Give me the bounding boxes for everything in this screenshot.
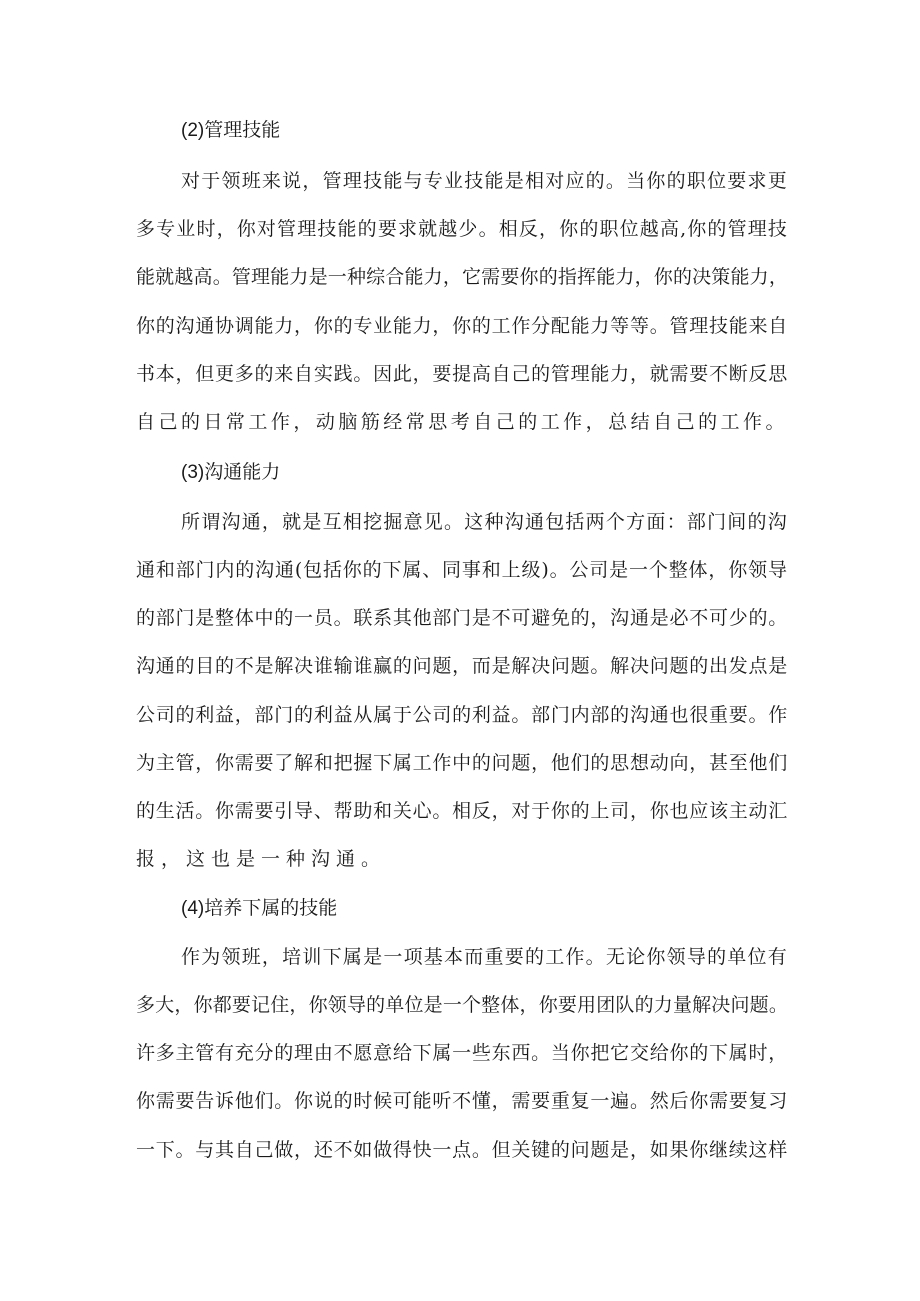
paragraph-line: 对于领班来说，管理技能与专业技能是相对应的。当你的职位要求更 [181, 170, 789, 192]
paragraph-line: 的部门是整体中的一员。联系其他部门是不可避免的，沟通是必不可少的。 [136, 607, 789, 629]
paragraph-line: 所谓沟通，就是互相挖掘意见。这种沟通包括两个方面：部门间的沟 [181, 511, 789, 533]
paragraph-line: 书本，但更多的来自实践。因此，要提高自己的管理能力，就需要不断反思 [136, 363, 789, 385]
paragraph-line: 能就越高。管理能力是一种综合能力，它需要你的指挥能力，你的决策能力， [136, 266, 789, 288]
paragraph-line: 多大，你都要记住，你领导的单位是一个整体，你要用团队的力量解决问题。 [136, 994, 789, 1016]
paragraph-line: 为主管，你需要了解和把握下属工作中的问题，他们的思想动向，甚至他们 [136, 752, 789, 774]
paragraph-line: 你的沟通协调能力，你的专业能力，你的工作分配能力等等。管理技能来自 [136, 315, 789, 337]
paragraph-line: 作为领班，培训下属是一项基本而重要的工作。无论你领导的单位有 [181, 946, 789, 968]
paragraph-line: 通和部门内的沟通(包括你的下属、同事和上级)。公司是一个整体，你领导 [136, 559, 788, 581]
paragraph-line: 你需要告诉他们。你说的时候可能听不懂，需要重复一遍。然后你需要复习 [136, 1090, 789, 1112]
paragraph-line: 沟通的目的不是解决谁输谁赢的问题，而是解决问题。解决问题的出发点是 [136, 655, 789, 677]
paragraph-line: 一下。与其自己做，还不如做得快一点。但关键的问题是，如果你继续这样 [136, 1139, 789, 1161]
paragraph-line: 自己的日常工作，动脑筋经常思考自己的工作，总结自己的工作。 [136, 411, 789, 433]
paragraph-line: 多专业时，你对管理技能的要求就越少。相反，你的职位越高,你的管理技 [136, 218, 789, 240]
paragraph-line: 报，这也是一种沟通。 [136, 848, 387, 870]
section-heading-training-subordinates: (4)培养下属的技能 [181, 898, 338, 919]
section-heading-communication: (3)沟通能力 [181, 462, 281, 483]
section-heading-management-skills: (2)管理技能 [181, 120, 281, 141]
paragraph-line: 的生活。你需要引导、帮助和关心。相反，对于你的上司，你也应该主动汇 [136, 800, 789, 822]
paragraph-line: 公司的利益，部门的利益从属于公司的利益。部门内部的沟通也很重要。作 [136, 704, 789, 726]
paragraph-line: 许多主管有充分的理由不愿意给下属一些东西。当你把它交给你的下属时， [136, 1042, 789, 1064]
